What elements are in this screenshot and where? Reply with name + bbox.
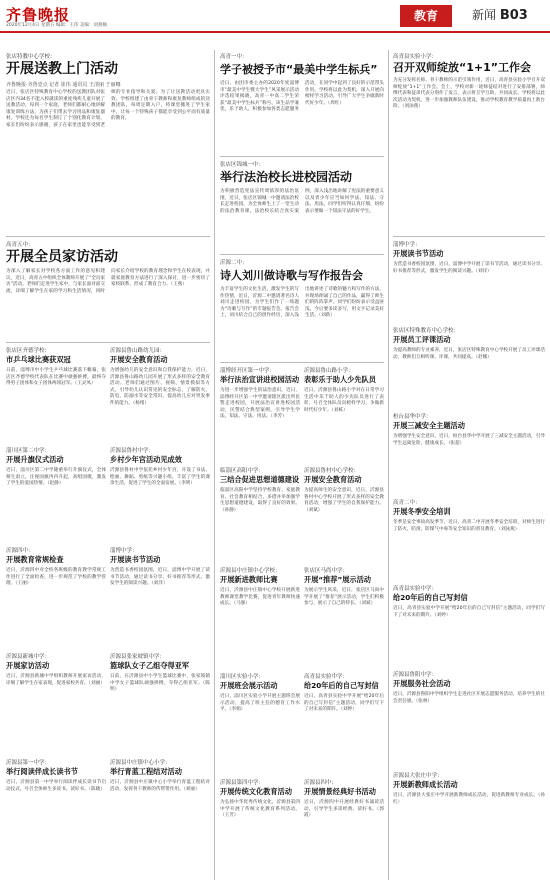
article-headline: 开展新进教师比赛 bbox=[220, 575, 278, 584]
article-body: 为提高教师的专业素养，近日，张店区特殊教育中心学校开展了员工评课活动，教师们互相听课、评课，共同提高。（赵娜） bbox=[393, 348, 545, 360]
article bbox=[393, 670, 545, 765]
article-body: 为增强学生安全意识，近日，桓台县华中学开展了三减安全主题活动，引导学生远离危险，健康成长。（张超） bbox=[393, 434, 545, 446]
article-body: 为提高师生的安全意识，近日，沂源县鲁村中心学校开展了形式多样的安全教育活动，增强了学生的自我保护能力。（刘斌） bbox=[304, 488, 384, 513]
row-divider bbox=[393, 236, 545, 237]
article-headline: 给20年后的自己写封信 bbox=[304, 681, 379, 690]
article-kicker: 高青县实验小学： bbox=[393, 54, 438, 60]
column-divider bbox=[388, 50, 389, 880]
article bbox=[220, 258, 384, 358]
article bbox=[6, 240, 210, 338]
masthead bbox=[0, 0, 550, 30]
article-kicker: 沂源县中庄镇中心小学： bbox=[110, 760, 171, 766]
article-kicker: 桓台县华中学： bbox=[393, 414, 432, 420]
article-headline: 召开双师绽放“1+1”工作会 bbox=[393, 61, 531, 74]
article-byline: 齐鲁晚报·齐鲁壹点 记者 崔伟 通讯员 王清丽 于丽娜 bbox=[6, 82, 121, 88]
article bbox=[393, 498, 545, 578]
article-kicker: 沂源县四中： bbox=[304, 780, 338, 786]
article-kicker: 沂源县第四中学： bbox=[220, 780, 265, 786]
article-headline: 开展全员家访活动 bbox=[6, 249, 118, 265]
article-kicker: 沂源四中： bbox=[6, 548, 34, 554]
article-kicker: 高青二中： bbox=[393, 500, 421, 506]
article-headline: 学子被授予市“最美中学生标兵” bbox=[220, 63, 378, 76]
article-body: 近日，沂源县鲁阳中学组织学生走进社区开展志愿服务活动，培养学生的社会责任感。（张林） bbox=[393, 692, 545, 704]
article-body: 为增强幼儿的安全意识和自我保护能力，近日，沂源县鲁山路幼儿园开展了形式多样的安全教育活动。老师们通过图片、视频、情景模拟等方式，引导幼儿认识常见的安全标志，了解防火、防电、防溺水等安全常识，提高幼儿应对突发事件的能力。（杨绪） bbox=[110, 368, 210, 406]
article-kicker: 高青五中： bbox=[6, 242, 34, 248]
article-kicker: 张店特教中心学校： bbox=[6, 54, 56, 60]
article bbox=[6, 346, 106, 441]
article bbox=[110, 758, 210, 878]
article bbox=[6, 446, 106, 541]
article-headline: 开展冬季安全培训 bbox=[393, 507, 451, 516]
article bbox=[110, 546, 210, 646]
article-kicker: 沂源县鲁村中学： bbox=[110, 448, 155, 454]
article-body: 近日，沂源县第一中学举行阅读伴成长读书节启动仪式，号召全体师生多读书、读好书。（陈晓） bbox=[6, 780, 106, 792]
article-body: 冬季是安全事故高发季节，近日，高青二中开展冬季安全培训，对师生进行了防火、防滑、防煤气中毒等安全知识的普及教育。（刘泳燕） bbox=[393, 520, 545, 532]
article-headline: 开展情景经典好书活动 bbox=[304, 787, 376, 796]
article-body: 为进一步增强学生的法治意识，近日，淄博经开区第一中学邀请辖区派出所民警走进校园，开展法治宣讲进校园活动，民警结合典型案例，引导学生学法、知法、守法、用法。（李芳） bbox=[220, 388, 300, 420]
article-headline: 开展教育常规检查 bbox=[6, 555, 64, 564]
article-headline: 开展安全教育活动 bbox=[304, 475, 362, 484]
article-body: 近日，沂源县中庄镇中心学校开展新进教师课堂教学比赛，促进青年教师快速成长。（马强） bbox=[220, 588, 300, 607]
article-headline: 开展家访活动 bbox=[6, 661, 50, 670]
article-body: 为积极营造宪法宣传周浓厚的法治氛围，近日，张店区锦城一中邀请法治校长走进校园，为全体师生上了一堂生动的法治教育课。法治校长结合真实案例，深入浅出地讲解了宪法的重要意义以及青少年应当如何学法、知法、守法、用法，同学们听得认真仔细，纷纷表示要做一个知法守法的好学生。 bbox=[220, 189, 384, 214]
article-body: 近日，张店区特殊教育中心学校的送教团队对张店区内34名不能入校就读的重度残疾儿童开展了送教活动，每到一个家庭，老师们都耐心地讲解康复训练方法，为孩子们带去学习用品和康复器材。学校还为每名学生制订了个别化教育计划，家长们纷纷表示感谢，孩子在家里也能享受到老师的专业指导和关爱。为了让送教活动更具实效，学校组建了由骨干教师和康复教师组成的送教团队，每周定期入户，将课堂搬进了学生家中，让每一个特殊孩子都能享受到公平而有质量的教育。 bbox=[6, 90, 210, 128]
article-headline: 举行法治宣讲进校园活动 bbox=[220, 375, 300, 384]
edition-number: B03 bbox=[499, 8, 528, 23]
article-kicker: 沂源县大张庄中学： bbox=[393, 773, 443, 779]
article bbox=[110, 446, 210, 541]
article-body: 沂源县鲁村中学依托乡村少年宫，开设了书法、绘画、舞蹈、剪纸等兴趣小组，丰富了学生的课余生活，促进了学生的全面发展。（李明） bbox=[110, 468, 210, 487]
article-kicker: 沂源县鲁村中心学校： bbox=[304, 468, 360, 474]
article-kicker: 高青县实验中学： bbox=[304, 674, 349, 680]
article bbox=[220, 778, 300, 878]
article-kicker: 张店区齐德学校： bbox=[6, 348, 51, 354]
article-body: 近日，高青县实验中学开展“给20年后的自己写封信”主题活动，同学们写下了对未来的期许。（刘婷） bbox=[393, 606, 545, 618]
article-headline: 开展读书节活动 bbox=[110, 555, 161, 564]
article-headline: 市乒乓球比赛获双冠 bbox=[6, 355, 71, 364]
article-headline: 表彰乐于助人少先队员 bbox=[304, 375, 376, 384]
article-body: 为深入了解家长对学校各方面工作的意见和建议，近日，高青五中组织全体教师开展了“全员家访”活动。老师们走进学生家中，与家长面对面交流，详细了解学生在家的学习和生活情况，同时向家长介绍学校的教育理念和学生在校表现，并就家庭教育方法进行了深入探讨，进一步密切了家校联系，形成了教育合力。（王燕） bbox=[6, 269, 210, 294]
article bbox=[6, 52, 210, 232]
article bbox=[220, 366, 300, 461]
article bbox=[304, 466, 384, 561]
article-headline: 举行阅读伴成长读书节 bbox=[6, 767, 78, 776]
article-headline: 篮球队女子乙组夺得亚军 bbox=[110, 661, 190, 670]
article-body: 近日，沂源县中庄镇中心小学举行青蓝工程结对活动，发挥骨干教师的传帮带作用。（刘丽） bbox=[110, 780, 210, 792]
edition-label bbox=[472, 6, 528, 23]
article-headline: 举行法治校长进校园活动 bbox=[220, 170, 353, 184]
article-body: 近日，沂源四中开展经典好书诵读活动，引导学生多读经典、读好书。（郭霞） bbox=[304, 800, 384, 819]
article bbox=[220, 466, 300, 561]
article-body: 为弘扬中华优秀传统文化，沂源县第四中学开展了传统文化教育系列活动。（王芳） bbox=[220, 800, 300, 819]
article-body: 近日，淄川区实验小学开展主题班会展示活动，提高了班主任的德育工作水平。（李娟） bbox=[220, 694, 300, 713]
article-headline: 举行青蓝工程结对活动 bbox=[110, 767, 182, 776]
row-divider bbox=[6, 342, 210, 343]
article-headline: 给20年后的自己写封信 bbox=[393, 593, 468, 602]
article bbox=[220, 160, 384, 250]
article-kicker: 沂源县第一中学： bbox=[6, 760, 51, 766]
article bbox=[110, 652, 210, 752]
article-headline: 三结合促进思想道德建设 bbox=[220, 475, 300, 484]
row-divider bbox=[220, 254, 384, 255]
article-kicker: 淄川区实验小学： bbox=[220, 674, 265, 680]
article-body: 为展示学生风采，近日，张店区马尚中学开展了“推荐”展示活动，学生们积极参与，展示了自己的特长。（刘斌） bbox=[304, 588, 384, 607]
article bbox=[6, 652, 106, 752]
article bbox=[220, 672, 300, 772]
article bbox=[304, 672, 384, 772]
article bbox=[393, 326, 545, 406]
article bbox=[304, 366, 384, 461]
article-headline: 开展“推荐”展示活动 bbox=[304, 575, 371, 584]
article bbox=[393, 771, 545, 879]
article bbox=[304, 778, 384, 878]
article-body: 近日，淄川区第二中学隆重举行升旗仪式，全体师生肃立，注视国旗冉冉升起，高唱国歌，激发了学生的爱国热情。（赵静） bbox=[6, 468, 106, 487]
article-body: 为营造书香校园氛围，近日，淄博中学开展了读书节活动，通过读书分享、好书推荐等形式，激发学生的阅读兴趣。（刘洋） bbox=[110, 568, 210, 587]
article-kicker: 淄博经开区第一中学： bbox=[220, 368, 276, 374]
article bbox=[393, 240, 545, 320]
masthead-rule bbox=[0, 31, 550, 33]
article-kicker: 高青县实验中学： bbox=[393, 586, 438, 592]
article-kicker: 淄博中学： bbox=[110, 548, 138, 554]
article-body: 为丰富学生的文化生活，激发学生的写作热情，近日，沂源二中邀请著名诗人刘川走进校园，为学生们作了一场题为“诗歌与写作”的专题报告会。报告会上，刘川结合自己的创作经历，深入浅出地讲述了诗歌的魅力和写作的方法，并现场朗诵了自己的作品，赢得了师生们的阵阵掌声。同学们纷纷表示受益匪浅，今后要多读多写，用文字记录美好生活。（刘新） bbox=[220, 287, 384, 319]
article-kicker: 沂源县鲁阳中学： bbox=[393, 672, 438, 678]
article-body: 为充分发挥名师、骨干教师的示范引领作用，近日，高青县实验小学召开双师绽放“1+1”工作会。会上，学校对新一轮师徒结对进行了安排部署，师傅代表和徒弟代表分别作了发言，表示将互学互助、共同成长。学校将以此次活动为契机，进一步加强教师队伍建设，推动学校教育教学质量再上新台阶。（刘泳燕） bbox=[393, 78, 545, 110]
article-headline: 开展安全教育活动 bbox=[110, 355, 168, 364]
article bbox=[220, 566, 300, 666]
article bbox=[393, 584, 545, 664]
article-kicker: 沂源县中庄镇中心学校： bbox=[220, 568, 281, 574]
article-headline: 开展送教上门活动 bbox=[6, 61, 118, 77]
dateline: 2020年12月4日 星期五 编辑：王伟 美编：刘燕楠 bbox=[6, 23, 107, 28]
article-kicker: 张店区特殊教育中心学校： bbox=[393, 328, 460, 334]
article-headline: 开展升旗仪式活动 bbox=[6, 455, 64, 464]
article-headline: 开展员工评课活动 bbox=[393, 335, 451, 344]
article-body: 临淄区高阳中学坚持学校教育、家庭教育、社会教育相结合，多措并举加强学生思想道德建设，取得了良好的效果。（孙静） bbox=[220, 488, 300, 513]
article-body: 近日，由团市委主办的2020年度淄博市“最美中学生暨大学生”风采展示活动评选结果揭晓，高青一中高二学生荣获“最美中学生标兵”称号。该生品学兼优，乐于助人，积极参加各类志愿服务活动，在同学中起到了良好的示范带头作用。学校将以此为契机，深入开展向榜样学习活动，引导广大学生争做新时代好少年。（周红） bbox=[220, 81, 384, 113]
article-kicker: 张店区锦城一中： bbox=[220, 162, 265, 168]
article-kicker: 淄博中学： bbox=[393, 242, 421, 248]
article-headline: 开展三减安全主题活动 bbox=[393, 421, 465, 430]
article-headline: 开展读书节活动 bbox=[393, 249, 444, 258]
article bbox=[220, 52, 384, 152]
article bbox=[304, 566, 384, 666]
article-headline: 开展传统文化教育活动 bbox=[220, 787, 292, 796]
article-kicker: 临淄区高阳中学： bbox=[220, 468, 265, 474]
article-body: 日前，淄博市中小学生乒乓球比赛落下帷幕，张店区齐德学校代表队在比赛中顽强拼搏，最终夺得男子团体和女子团体两项冠军。（王灵凤） bbox=[6, 368, 106, 387]
article bbox=[393, 52, 545, 232]
newspaper-logo: 齐鲁晚报 bbox=[6, 6, 71, 24]
article bbox=[6, 546, 106, 646]
article-headline: 开展班会展示活动 bbox=[220, 681, 278, 690]
article-kicker: 沂源县张家坡镇中学： bbox=[110, 654, 166, 660]
article-kicker: 沂源县新城中学： bbox=[6, 654, 51, 660]
article-headline: 乡村少年宫活动见成效 bbox=[110, 455, 182, 464]
article-body: 日前，在沂源县中小学生篮球比赛中，张家坡镇中学女子篮球队顽强拼搏，夺得乙组亚军。（陈明） bbox=[110, 674, 210, 693]
article bbox=[393, 412, 545, 492]
article-kicker: 高青一中： bbox=[220, 54, 248, 60]
article-headline: 开展服务社会活动 bbox=[393, 679, 451, 688]
article bbox=[110, 346, 210, 441]
article-kicker: 沂源二中： bbox=[220, 260, 248, 266]
row-divider bbox=[220, 362, 384, 363]
column-divider bbox=[214, 50, 215, 880]
edition-name: 新闻 bbox=[472, 8, 497, 22]
article-body: 近日，沂源四中对全校各班级的教育教学常规工作进行了全面检查，进一步规范了学校的教学管理。（王丽） bbox=[6, 568, 106, 587]
article-headline: 诗人刘川做诗歌与写作报告会 bbox=[220, 269, 363, 282]
article-body: 为营造书香校园氛围，近日，淄博中学开展了读书节活动，通过读书分享、好书推荐等形式，激发学生的阅读兴趣。（刘洋） bbox=[393, 262, 545, 274]
article-kicker: 张店区马尚中学： bbox=[304, 568, 349, 574]
article-body: 近日，高青县实验中学开展“给20年后的自己写封信”主题活动，同学们写下了对未来的期许。（刘婷） bbox=[304, 694, 384, 713]
article-body: 近日，沂源县大张庄中学开展新教师成长活动，促进新教师专业成长。（孙红） bbox=[393, 793, 545, 805]
article-headline: 开展新教师成长活动 bbox=[393, 780, 458, 789]
article-kicker: 沂源县鲁山路幼儿园： bbox=[110, 348, 166, 354]
article bbox=[6, 758, 106, 878]
row-divider bbox=[220, 156, 384, 157]
article-body: 近日，沂源县鲁山路小学对在日常学习生活中乐于助人的少先队员进行了表彰，号召全体队员向榜样学习，争做新时代好少年。（刘栋） bbox=[304, 388, 384, 413]
article-body: 近日，沂源县新城中学组织教师开展家访活动，详细了解学生在家表现，促进家校共育。（刘丽） bbox=[6, 674, 106, 686]
section-tag: 教育 bbox=[400, 5, 452, 27]
article-kicker: 淄川区第二中学： bbox=[6, 448, 51, 454]
row-divider bbox=[6, 236, 210, 237]
article-kicker: 沂源县鲁山路小学： bbox=[304, 368, 354, 374]
